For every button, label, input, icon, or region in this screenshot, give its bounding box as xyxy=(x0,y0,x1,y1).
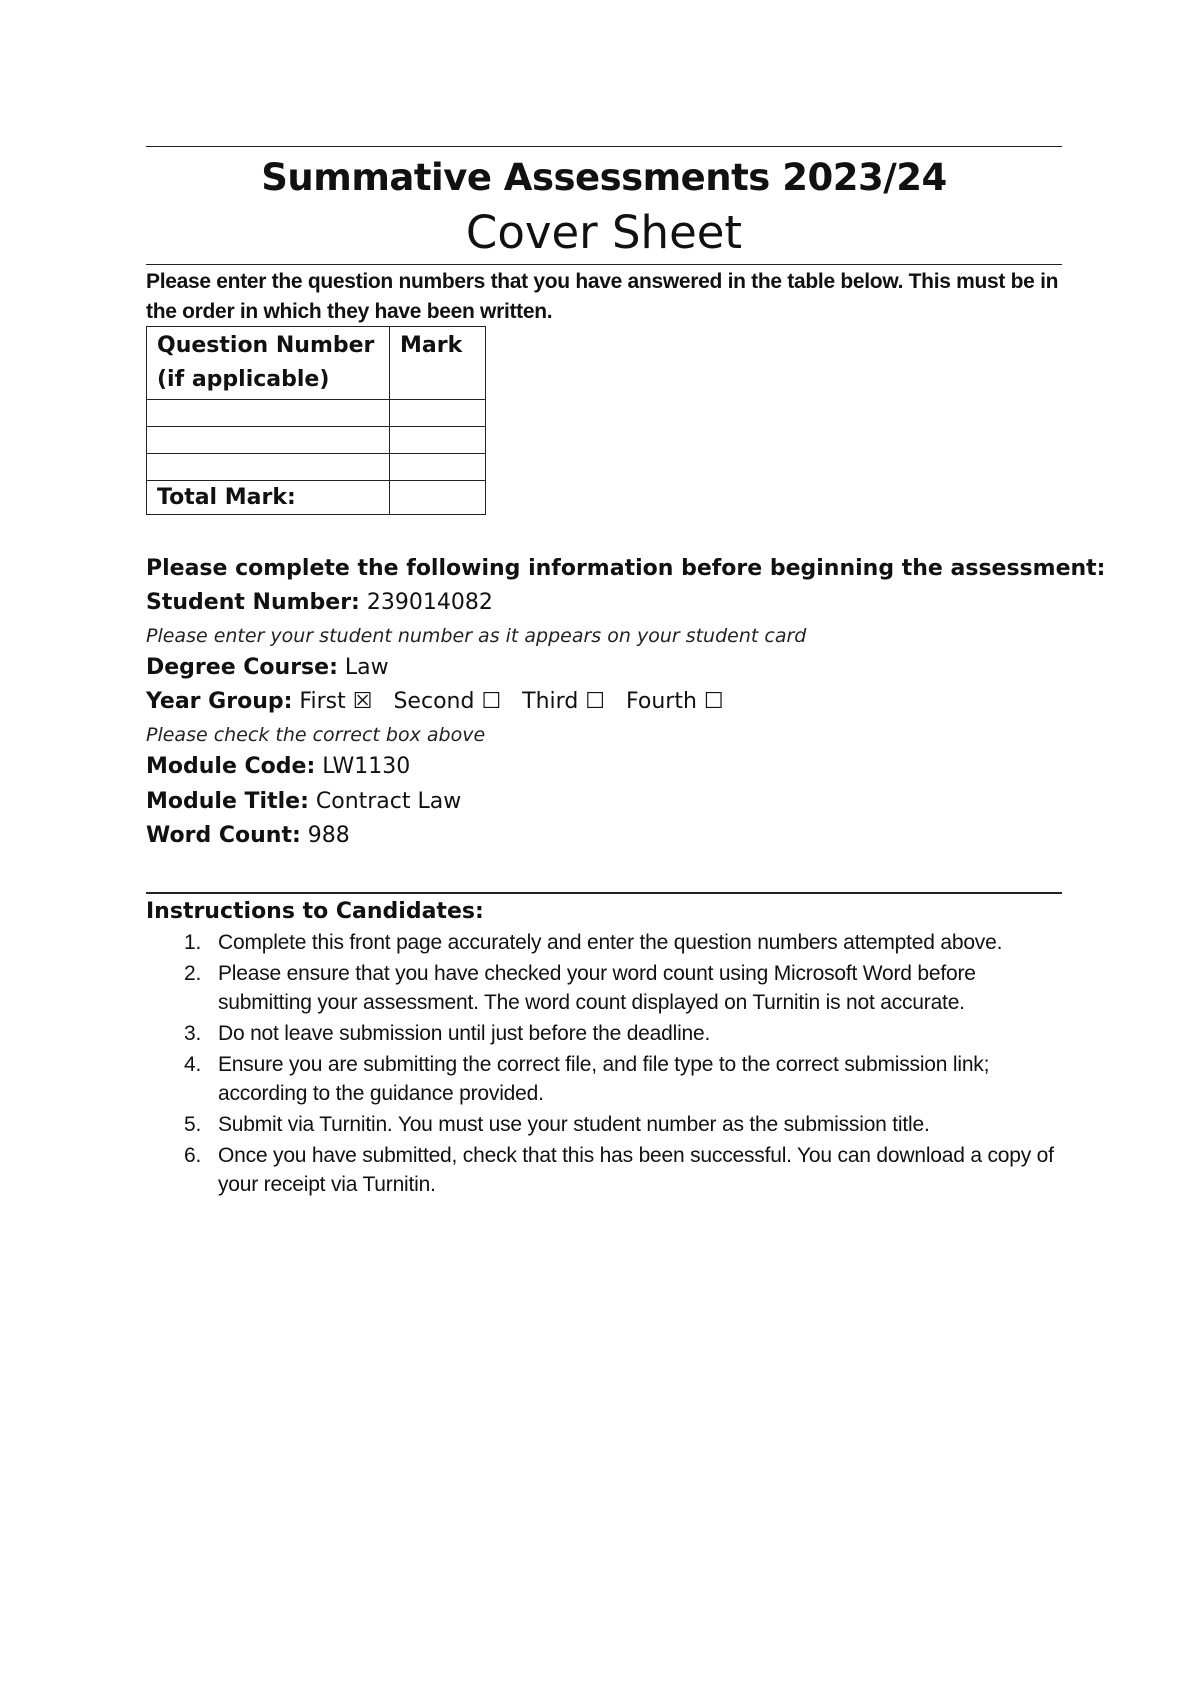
year-group-label: Year Group: xyxy=(146,689,293,714)
list-item-text: Complete this front page accurately and enter the question numbers attempted above. xyxy=(218,931,1003,954)
list-item-text: Once you have submitted, check that this has been successful. You can download a copy of your receipt via Turnitin. xyxy=(218,1144,1054,1196)
info-heading: Please complete the following information before beginning the assessment: xyxy=(146,556,1106,581)
instructions-list xyxy=(146,928,1062,1201)
year-option-second[interactable] xyxy=(393,689,508,714)
list-item xyxy=(146,1141,1062,1199)
checkbox-checked-icon[interactable]: ☒ xyxy=(352,689,373,714)
question-number-header-line2: (if applicable) xyxy=(157,367,330,392)
title-rule xyxy=(146,264,1062,265)
year-option-label: Fourth xyxy=(626,689,697,714)
list-item xyxy=(146,1019,1062,1048)
checkbox-empty-icon[interactable]: ☐ xyxy=(481,689,502,714)
question-cell[interactable] xyxy=(147,400,390,427)
list-item xyxy=(146,1050,1062,1108)
total-mark-cell[interactable] xyxy=(390,481,486,515)
module-title-label: Module Title: xyxy=(146,789,309,814)
list-number: 1. xyxy=(184,931,202,954)
mark-cell[interactable] xyxy=(390,454,486,481)
list-item-text: Submit via Turnitin. You must use your student number as the submission title. xyxy=(218,1113,930,1136)
module-title-line xyxy=(146,787,1062,817)
cover-sheet-page xyxy=(146,0,1106,1696)
year-option-label: First xyxy=(299,689,346,714)
table-row xyxy=(147,427,486,454)
student-number-label: Student Number: xyxy=(146,590,360,615)
degree-course-label: Degree Course: xyxy=(146,655,338,680)
list-item-text: Do not leave submission until just before the deadline. xyxy=(218,1022,711,1045)
mark-cell[interactable] xyxy=(390,400,486,427)
student-number-line xyxy=(146,588,1062,618)
intro-text: Please enter the question numbers that you have answered in the table below. This must be in the order in which they have been written. xyxy=(146,270,1059,323)
list-number: 4. xyxy=(184,1053,202,1076)
module-title-value[interactable]: Contract Law xyxy=(315,789,462,814)
degree-course-line xyxy=(146,653,1062,683)
table-row xyxy=(147,454,486,481)
question-number-header xyxy=(147,327,390,400)
list-item-text: Please ensure that you have checked your word count using Microsoft Word before submitting your assessment. The word count displayed on Turnitin is not accurate. xyxy=(218,962,976,1014)
year-group-note: Please check the correct box above xyxy=(146,724,486,746)
year-option-first[interactable] xyxy=(299,689,379,714)
module-code-line xyxy=(146,752,1062,782)
list-number: 2. xyxy=(184,962,202,985)
module-code-value[interactable]: LW1130 xyxy=(322,754,411,779)
question-number-header-line1: Question Number xyxy=(157,333,375,358)
checkbox-empty-icon[interactable]: ☐ xyxy=(703,689,724,714)
list-number: 6. xyxy=(184,1144,202,1167)
word-count-line xyxy=(146,821,1062,851)
question-cell[interactable] xyxy=(147,427,390,454)
student-number-value[interactable]: 239014082 xyxy=(366,590,493,615)
year-option-third[interactable] xyxy=(522,689,612,714)
list-item xyxy=(146,1110,1062,1139)
table-header-row xyxy=(147,327,486,400)
list-item xyxy=(146,928,1062,957)
list-item xyxy=(146,959,1062,1017)
list-number: 3. xyxy=(184,1022,202,1045)
instructions-rule xyxy=(146,892,1062,894)
total-mark-label: Total Mark: xyxy=(147,481,390,515)
word-count-label: Word Count: xyxy=(146,823,301,848)
student-number-note: Please enter your student number as it appears on your student card xyxy=(146,625,807,647)
year-option-label: Third xyxy=(522,689,579,714)
year-option-label: Second xyxy=(393,689,475,714)
degree-course-value[interactable]: Law xyxy=(344,655,389,680)
module-code-label: Module Code: xyxy=(146,754,316,779)
mark-header: Mark xyxy=(390,327,486,400)
total-row xyxy=(147,481,486,515)
checkbox-empty-icon[interactable]: ☐ xyxy=(585,689,606,714)
table-row xyxy=(147,400,486,427)
year-option-fourth[interactable] xyxy=(626,689,724,714)
question-table xyxy=(146,326,486,515)
top-rule xyxy=(146,146,1062,147)
list-number: 5. xyxy=(184,1113,202,1136)
page-subtitle: Cover Sheet xyxy=(465,206,743,259)
page-title: Summative Assessments 2023/24 xyxy=(261,156,947,199)
instructions-heading: Instructions to Candidates: xyxy=(146,899,484,924)
year-group-line xyxy=(146,687,1062,717)
question-cell[interactable] xyxy=(147,454,390,481)
word-count-value[interactable]: 988 xyxy=(307,823,350,848)
list-item-text: Ensure you are submitting the correct file, and file type to the correct submission link; according to the guidance provided. xyxy=(218,1053,990,1105)
mark-cell[interactable] xyxy=(390,427,486,454)
